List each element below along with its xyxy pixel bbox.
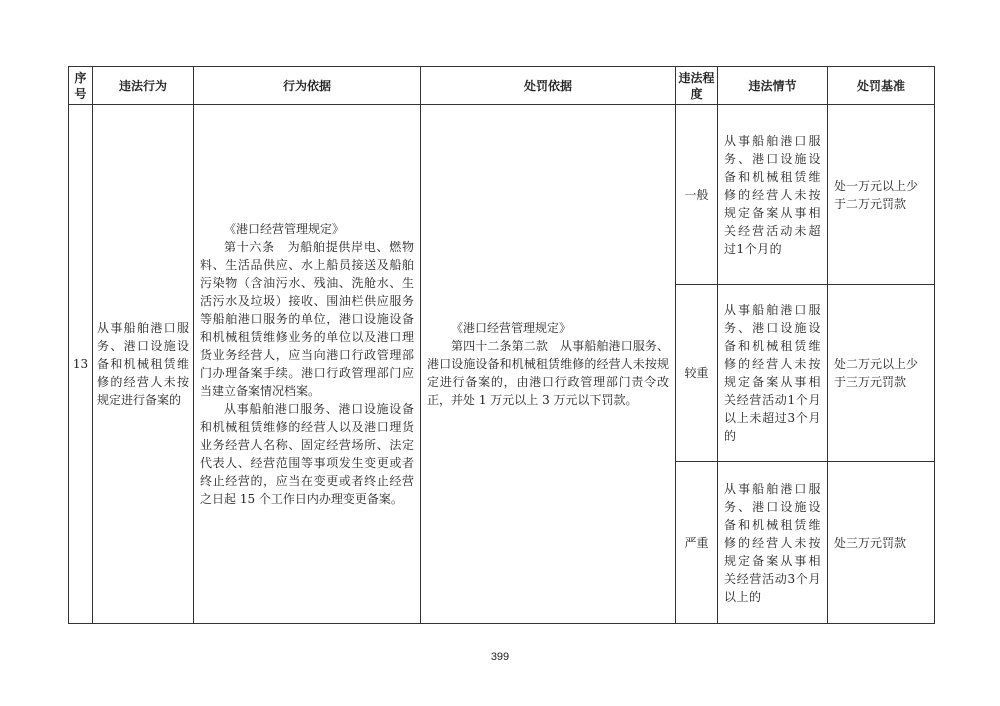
- header-standard: 处罚基准: [828, 67, 935, 105]
- page-number: 399: [490, 651, 510, 663]
- row-number: 13: [69, 105, 93, 624]
- act-basis-para1: 第十六条 为船舶提供岸电、燃物料、生活品供应、水上船员接送及船舶污染物（含油污水、残油、洗舱水、生活污水及垃圾）接收、围油栏供应服务等船舶港口服务的单位，港口设施设备和机械租赁维修业务的单位以及港口理货业务经营人，应当向港口行政管理部门办理备案手续。港口行政管理部门应当建立备案情况档案。: [200, 240, 414, 398]
- header-penalty-basis: 处罚依据: [421, 67, 676, 105]
- circumstance-severe: 从事船舶港口服务、港口设施设备和机械租赁维修的经营人未按规定备案从事相关经营活动3个月以上的: [718, 462, 828, 624]
- table-row: [69, 105, 935, 285]
- penalty-table: [68, 66, 935, 624]
- header-degree: 违法程度: [676, 67, 718, 105]
- circumstance-general: 从事船舶港口服务、港口设施设备和机械租赁维修的经营人未按规定备案从事相关经营活动未超过1个月的: [718, 105, 828, 285]
- standard-severe: 处三万元罚款: [828, 462, 935, 624]
- header-circumstance: 违法情节: [718, 67, 828, 105]
- degree-severe: 严重: [676, 462, 718, 624]
- act-basis-title: 《港口经营管理规定》: [224, 222, 345, 236]
- standard-general: 处一万元以上少于二万元罚款: [828, 105, 935, 285]
- act-basis: [194, 105, 421, 624]
- standard-serious: 处二万元以上少于三万元罚款: [828, 285, 935, 462]
- degree-serious: 较重: [676, 285, 718, 462]
- penalty-basis-title: 《港口经营管理规定》: [451, 321, 572, 335]
- header-row: [69, 67, 935, 105]
- act-basis-para2: 从事船舶港口服务、港口设施设备和机械租赁维修的经营人以及港口理货业务经营人名称、固定经营场所、法定代表人、经营范围等事项发生变更或者终止经营的，应当在变更或者终止经营之日起 15 个工作日内办理变更备案。: [200, 402, 414, 506]
- header-basis: 行为依据: [194, 67, 421, 105]
- header-act: 违法行为: [93, 67, 194, 105]
- penalty-basis-para: 第四十二条第二款 从事船舶港口服务、港口设施设备和机械租赁维修的经营人未按规定进行备案的，由港口行政管理部门责令改正，并处 1 万元以上 3 万元以下罚款。: [427, 339, 669, 407]
- degree-general: 一般: [676, 105, 718, 285]
- penalty-basis: [421, 105, 676, 624]
- violation-act: 从事船舶港口服务、港口设施设备和机械租赁维修的经营人未按规定进行备案的: [93, 105, 194, 624]
- circumstance-serious: 从事船舶港口服务、港口设施设备和机械租赁维修的经营人未按规定备案从事相关经营活动1个月以上未超过3个月的: [718, 285, 828, 462]
- header-no: 序号: [69, 67, 93, 105]
